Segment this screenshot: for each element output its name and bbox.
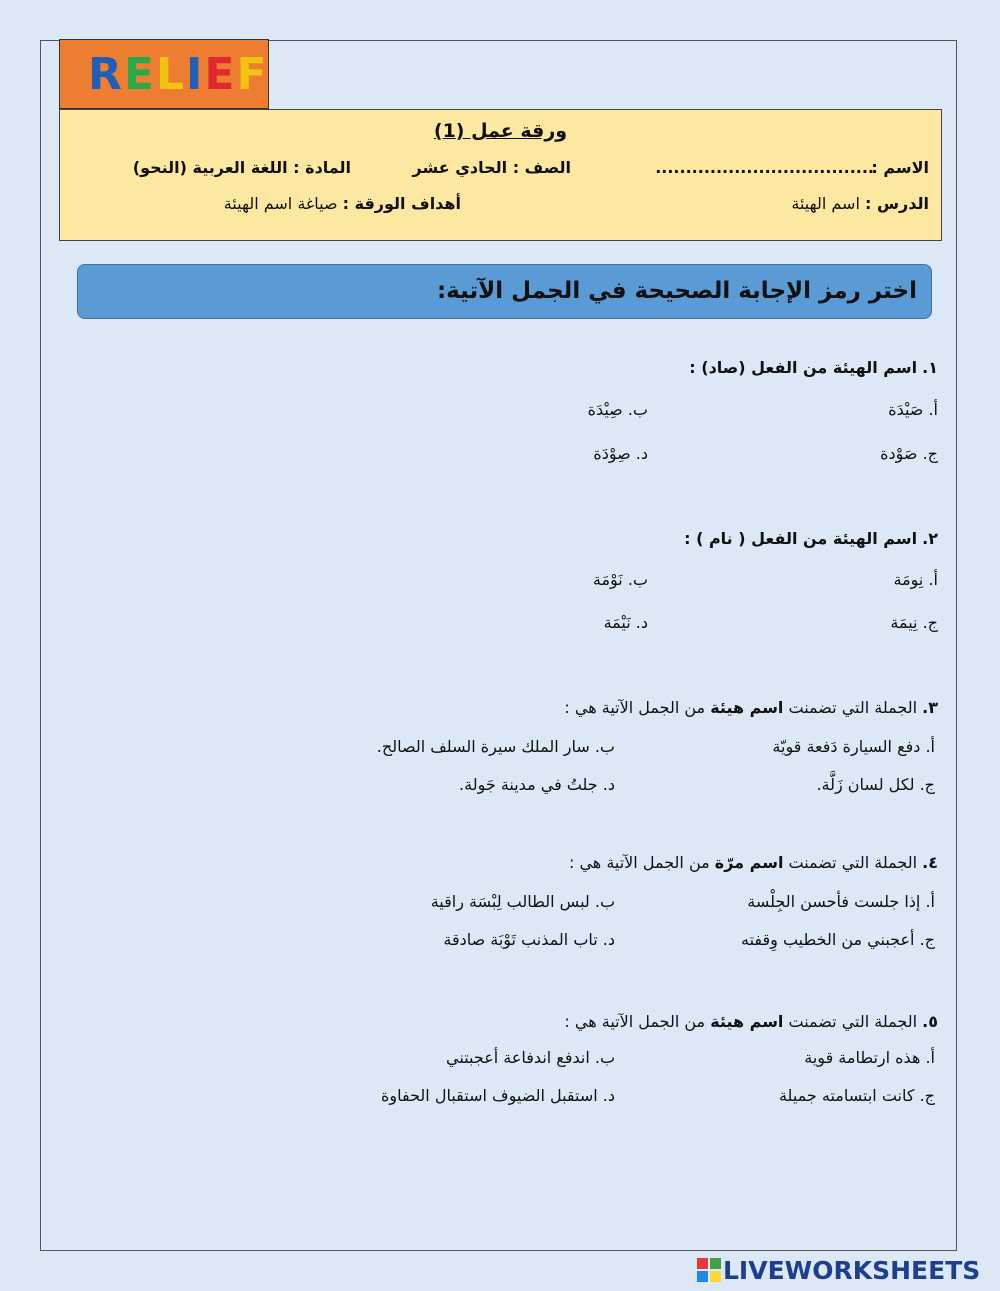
q3-option-d[interactable]: د. جلتُ في مدينة جَولة. (459, 775, 615, 794)
question-4: ٤. الجملة التي تضمنت اسم مرّة من الجمل الآتية هي : (568, 853, 938, 872)
lesson: الدرس : اسم الهيئة (791, 194, 929, 213)
q3-option-b[interactable]: ب. سار الملك سيرة السلف الصالح. (376, 737, 615, 756)
goals: أهداف الورقة : صياغة اسم الهيئة (223, 194, 461, 213)
relief-logo: RELIEF (59, 39, 269, 109)
q5-option-b[interactable]: ب. اندفع اندفاعة أعجبتني (446, 1048, 615, 1067)
q4-option-c[interactable]: ج. أعجبني من الخطيب وِقفته (740, 930, 935, 949)
q5-option-d[interactable]: د. استقبل الضيوف استقبال الحفاوة (381, 1086, 615, 1105)
worksheet-header (59, 109, 942, 241)
q1-option-d[interactable]: د. صِوْدَة (593, 444, 648, 463)
q1-option-b[interactable]: ب. صِيْدَة (587, 400, 648, 419)
q2-option-c[interactable]: ج. نِيمَة (890, 613, 938, 632)
name-field[interactable]: .................................... (655, 158, 874, 177)
q5-option-c[interactable]: ج. كانت ابتسامته جميلة (778, 1086, 935, 1105)
name-label: الاسم : (871, 158, 929, 177)
liveworksheets-logo[interactable]: LIVEWORKSHEETS (697, 1256, 980, 1286)
q2-option-a[interactable]: أ. نِومَة (893, 570, 938, 589)
q3-option-c[interactable]: ج. لكل لسان زَلَّة. (816, 775, 935, 794)
q2-option-b[interactable]: ب. نَوْمَة (592, 570, 648, 589)
q1-option-a[interactable]: أ. صَيْدَة (888, 400, 938, 419)
question-2: ٢. اسم الهيئة من الفعل ( نام ) : (684, 529, 938, 548)
instruction-banner: اختر رمز الإجابة الصحيحة في الجمل الآتية: (77, 264, 932, 319)
q4-option-d[interactable]: د. تاب المذنب تَوْبَة صادقة (443, 930, 615, 949)
subject-label: المادة : اللغة العربية (النحو) (132, 158, 351, 177)
q3-option-a[interactable]: أ. دفع السيارة دَفعة قويّة (772, 737, 935, 756)
question-1: ١. اسم الهيئة من الفعل (صاد) : (689, 358, 938, 377)
q4-option-a[interactable]: أ. إذا جلست فأحسن الجِلْسة (747, 892, 935, 911)
question-3: ٣. الجملة التي تضمنت اسم هيئة من الجمل الآتية هي : (564, 698, 938, 717)
q5-option-a[interactable]: أ. هذه ارتطامة قوية (804, 1048, 935, 1067)
question-5: ٥. الجملة التي تضمنت اسم هيئة من الجمل الآتية هي : (564, 1012, 938, 1031)
worksheet-title: ورقة عمل (1) (433, 120, 568, 142)
grade-label: الصف : الحادي عشر (412, 158, 571, 177)
q1-option-c[interactable]: ج. صَوْدة (880, 444, 938, 463)
liveworksheets-icon (697, 1258, 721, 1282)
q4-option-b[interactable]: ب. لبس الطالب لِبْسَة راقية (430, 892, 615, 911)
q2-option-d[interactable]: د. نَيْمَة (603, 613, 648, 632)
